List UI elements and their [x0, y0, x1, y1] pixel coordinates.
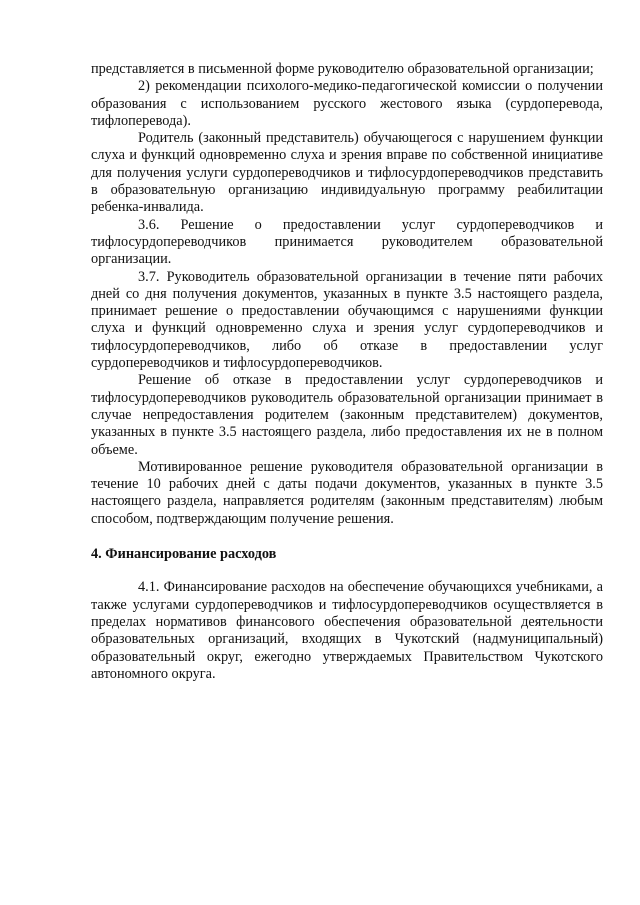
paragraph-pmpk-recommendation: 2) рекомендации психолого-медико-педагогической комиссии о получении образования с использованием русского жестового языка (сурдоперевода, тифлоперевода).: [91, 78, 603, 129]
paragraph-refusal-decision: Решение об отказе в предоставлении услуг сурдопереводчиков и тифлосурдопереводчиков руководитель образовательной организации принимает в случае непредоставления родителем (законным представителем) документов, указанных в пункте 3.5 настоящего раздела, либо предоставления их не в полном объеме.: [91, 372, 603, 458]
paragraph-motivated-decision: Мотивированное решение руководителя образовательной организации в течение 10 рабочих дней с даты подачи документов, указанных в пункте 3.5 настоящего раздела, направляется родителям (законным представителям) любым способом, подтверждающим получение решения.: [91, 458, 603, 527]
paragraph-3-6: 3.6. Решение о предоставлении услуг сурдопереводчиков и тифлосурдопереводчиков принимается руководителем образовательной организации.: [91, 216, 603, 268]
paragraph-submission-continued: представляется в письменной форме руководителю образовательной организации;: [91, 61, 594, 77]
document-page: [91, 61, 603, 683]
section-heading: 4. Финансирование расходов: [91, 546, 277, 563]
paragraph-parent-initiative: Родитель (законный представитель) обучающегося с нарушением функции слуха и функций одновременно слуха и зрения вправе по собственной инициативе для получения услуги сурдопереводчиков и тифлосурдопереводчиков представить в образовательную организацию индивидуальную программу реабилитации ребенка-инвалида.: [91, 130, 603, 216]
paragraph-4-1: 4.1. Финансирование расходов на обеспечение обучающихся учебниками, а также услугами сурдопереводчиков и тифлосурдопереводчиков осуществляется в пределах нормативов финансового обеспечения образовательной деятельности образовательных организаций, входящих в Чукотский (надмуниципальный) образовательный округ, ежегодно утверждаемых Правительством Чукотского автономного округа.: [91, 579, 603, 682]
paragraph-3-7: 3.7. Руководитель образовательной организации в течение пяти рабочих дней со дня получения документов, указанных в пункте 3.5 настоящего раздела, принимает решение о предоставлении обучающимся с нарушениями функции слуха и функций одновременно слуха и зрения услуг сурдопереводчиков и тифлосурдопереводчиков, либо об отказе в предоставлении услуг сурдопереводчиков и тифлосурдопереводчиков.: [91, 268, 603, 372]
